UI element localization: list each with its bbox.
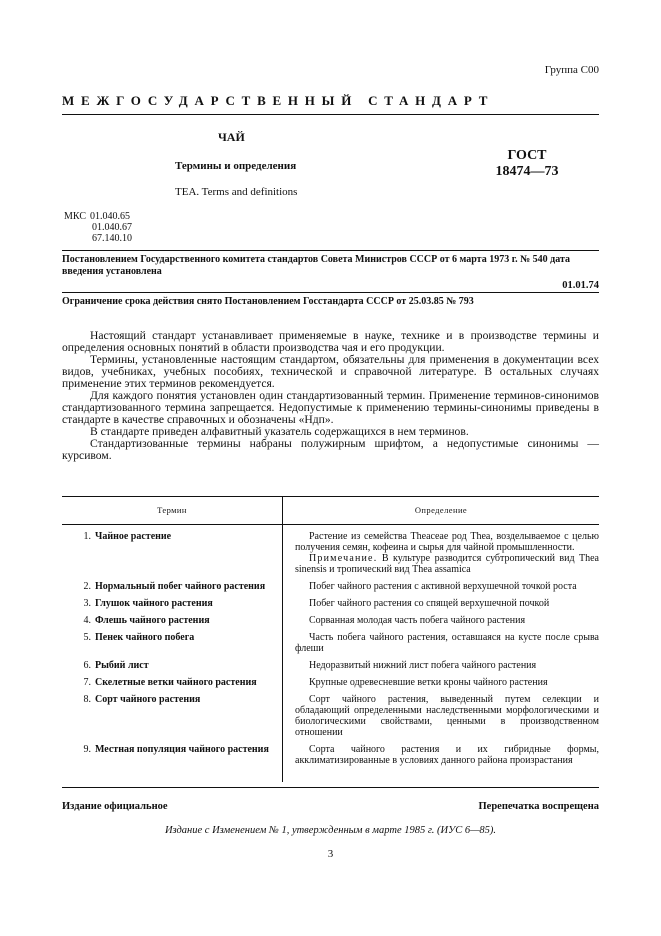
definition-text: Часть побега чайного растения, оставшаяся на кусте после срыва флеши [295,632,599,654]
term-number: 8. [83,694,91,705]
term-cell [62,581,283,598]
term-name: Флешь чайного растения [95,615,210,626]
term-cell [62,677,283,694]
official-edition-label: Издание официальное [62,801,168,812]
term-number: 5. [83,632,91,643]
term-cell [62,660,283,677]
definition-note [295,553,599,575]
definition-cell [283,694,600,744]
definition-text: Побег чайного растения со спящей верхушечной почкой [309,598,550,609]
term-number: 3. [83,598,91,609]
page-number: 3 [327,848,334,860]
group-label: Группа С00 [544,64,599,76]
table-row [62,632,599,660]
definition-cell [283,744,600,782]
reprint-prohibited-label: Перепечатка воспрещена [478,801,599,812]
term-cell [62,744,283,782]
intro-paragraph: Термины, установленные настоящим стандартом, обязательны для применения в документации всех видов, учебниках, учебных пособиях, технической и справочной литературе. В остальных случаях применение этих терминов рекомендуется. [62,353,599,390]
term-cell [62,632,283,660]
table-row [62,598,599,615]
intro-paragraph: Для каждого понятия установлен один стандартизованный термин. Применение терминов-синонимов стандартизованного термина запрещается. Недопустимые к применению термины-синонимы приведены в стандарте в качестве справочных и обозначены «Ндп». [62,389,599,426]
term-number: 2. [83,581,91,592]
mks-label: МКС [64,211,86,222]
term-name: Пенек чайного побега [95,632,195,643]
edition-note: Издание с Изменением № 1, утвержденным в марте 1985 г. (ИУС 6—85). [164,825,497,836]
intro-paragraph: В стандарте приведен алфавитный указатель содержащихся в нем терминов. [90,425,469,438]
mks-code: 01.040.65 [89,211,130,222]
footer-rule [62,787,599,788]
doc-title: ЧАЙ [218,130,245,144]
definition-text: Сорта чайного растения и их гибридные формы, акклиматизированные в условиях данного района произрастания [295,744,599,766]
decree-text: Постановлением Государственного комитета стандартов Совета Министров СССР от 6 марта 1973 г. № 540 дата введения установлена [62,254,571,277]
term-name: Рыбий лист [95,660,149,671]
english-title: TEA. Terms and definitions [175,186,298,198]
term-number: 7. [83,677,91,688]
term-name: Нормальный побег чайного растения [95,581,266,592]
term-name: Глушок чайного растения [95,598,213,609]
table-row [62,744,599,782]
definition-cell [283,581,600,598]
definition-text: Сорт чайного растения, выведенный путем селекции и обладающий определенными наследственными морфологическими и биологическими свойствами, ценными в производственном отношении [295,694,599,738]
header-rule [62,114,599,115]
column-header-definition: Определение [283,497,600,525]
table-row [62,525,599,582]
term-cell [62,598,283,615]
date-rule [62,292,599,293]
intro-paragraph: Настоящий стандарт устанавливает применяемые в науке, технике и в производстве термины и определения основных понятий в области производства чая и его продукции. [62,329,599,354]
table-row [62,581,599,598]
term-name: Скелетные ветки чайного растения [95,677,257,688]
definition-text: Крупные одревесневшие ветки кроны чайного растения [309,677,548,688]
term-number: 1. [83,531,91,542]
table-row [62,677,599,694]
intro-text [62,330,599,462]
term-cell [62,615,283,632]
gost-label: ГОСТ [507,148,547,163]
mks-code: 01.040.67 [92,222,132,233]
definition-text: Побег чайного растения с активной верхушечной точкой роста [309,581,577,592]
mks-code: 67.140.10 [92,233,132,244]
term-cell [62,694,283,744]
gost-code: 18474—73 [495,164,559,179]
intro-paragraph: Стандартизованные термины набраны полужирным шрифтом, а недопустимые синонимы — курсивом. [62,437,599,462]
term-name: Местная популяция чайного растения [95,744,269,755]
mks-codes [64,211,132,244]
term-number: 4. [83,615,91,626]
definition-cell [283,615,600,632]
gost-number [492,148,562,180]
standard-headline: МЕЖГОСУДАРСТВЕННЫЙ СТАНДАРТ [62,93,495,108]
limit-text: Ограничение срока действия снято Постановлением Госстандарта СССР от 25.03.85 № 793 [62,296,474,307]
definition-text: Недоразвитый нижний лист побега чайного растения [309,660,537,671]
term-name: Чайное растение [95,531,172,542]
definition-cell [283,632,600,660]
term-cell [62,525,283,582]
term-number: 6. [83,660,91,671]
table-row [62,660,599,677]
definition-text: Растение из семейства Theaceae род Thea, возделываемое с целью получения семян, кофеина и сырья для чайной промышленности. [295,531,599,553]
terms-table [62,496,599,782]
note-text: В культуре разводится субтропический вид Thea sinensis и тропический вид Thea assamica [295,553,599,575]
definition-cell [283,677,600,694]
introduction-date: 01.01.74 [562,280,599,291]
column-header-term: Термин [62,497,283,525]
doc-subtitle: Термины и определения [175,160,297,172]
section-rule [62,250,599,251]
definition-cell [283,660,600,677]
term-number: 9. [83,744,91,755]
table-header [62,497,599,525]
definition-cell [283,598,600,615]
table-row [62,694,599,744]
definition-cell [283,525,600,582]
term-name: Сорт чайного растения [95,694,201,705]
note-label: Примечание. [309,553,378,564]
definition-text: Сорванная молодая часть побега чайного растения [309,615,526,626]
table-row [62,615,599,632]
